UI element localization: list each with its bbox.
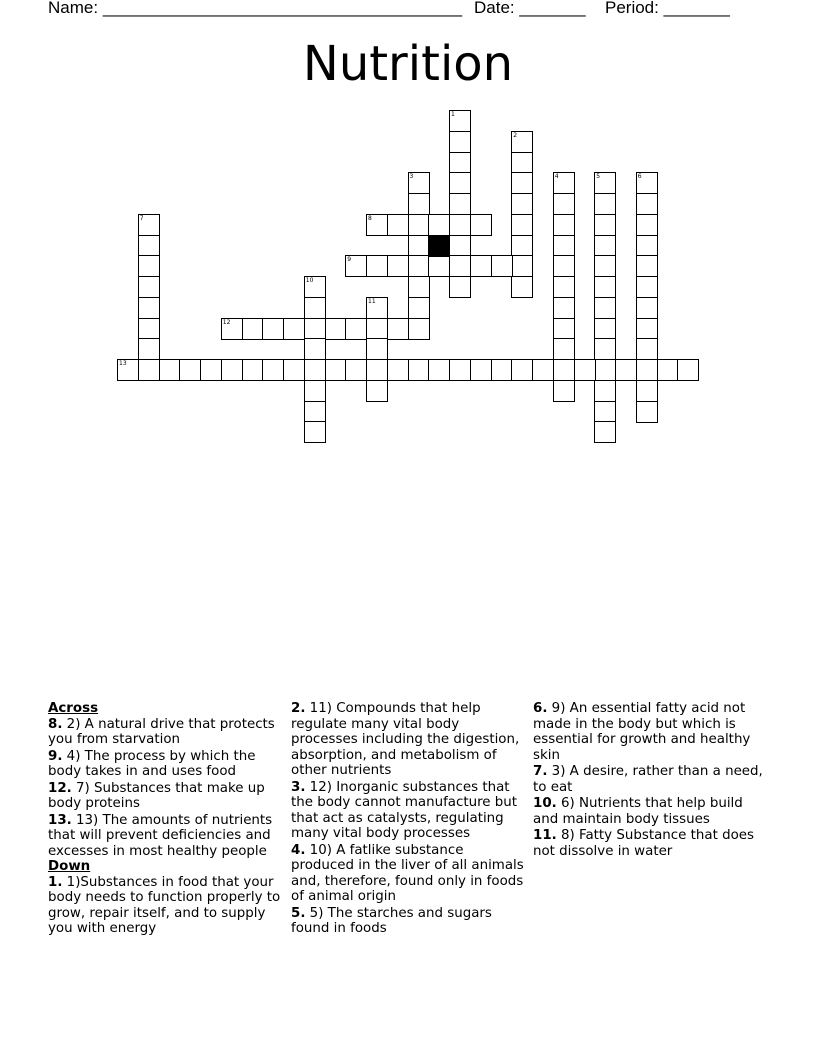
crossword-cell[interactable] xyxy=(304,359,326,381)
crossword-cell[interactable] xyxy=(553,380,575,402)
crossword-cell[interactable] xyxy=(366,318,388,340)
clue-number: 1. xyxy=(48,874,63,890)
clue-number: 12. xyxy=(48,780,72,796)
clue-number-label: 4 xyxy=(554,173,559,181)
crossword-cell[interactable] xyxy=(511,255,533,277)
crossword-cell[interactable] xyxy=(594,380,616,402)
crossword-cell[interactable] xyxy=(159,359,181,381)
crossword-cell[interactable] xyxy=(553,193,575,215)
clue-number-label: 12 xyxy=(222,318,231,326)
clue-down-3 xyxy=(291,780,527,842)
clue-number: 6. xyxy=(533,701,548,716)
crossword-cell[interactable] xyxy=(304,276,326,298)
crossword-cell[interactable] xyxy=(262,359,284,381)
crossword-cell[interactable] xyxy=(574,359,596,381)
clue-across-8 xyxy=(48,717,284,748)
clue-number-label: 9 xyxy=(347,256,352,264)
crossword-cell[interactable] xyxy=(345,255,367,277)
crossword-cell[interactable] xyxy=(449,276,471,298)
clue-number-label: 2 xyxy=(513,131,518,139)
crossword-cell[interactable] xyxy=(553,297,575,319)
crossword-cell[interactable] xyxy=(594,338,616,360)
crossword-cell[interactable] xyxy=(511,276,533,298)
crossword-cell[interactable] xyxy=(242,318,264,340)
crossword-cell[interactable] xyxy=(366,214,388,236)
name-label: Name: xyxy=(48,0,99,17)
crossword-cell[interactable] xyxy=(511,235,533,257)
crossword-cell[interactable] xyxy=(408,235,430,257)
clue-number: 8. xyxy=(48,716,63,732)
crossword-cell[interactable] xyxy=(636,214,658,236)
clue-number-label: 10 xyxy=(305,277,314,284)
crossword-cell[interactable] xyxy=(449,255,471,277)
crossword-cell[interactable] xyxy=(470,255,492,277)
crossword-cell[interactable] xyxy=(511,214,533,236)
crossword-cell[interactable] xyxy=(553,318,575,340)
clue-text: 9) An essential fatty acid not made in the body but which is essential for growth and healthy skin xyxy=(533,701,751,763)
clues-column-2 xyxy=(291,701,527,938)
clue-text: 13) The amounts of nutrients that will prevent deficiencies and excesses in most healthy people xyxy=(48,812,273,859)
crossword-cell[interactable] xyxy=(325,359,347,381)
clue-number: 10. xyxy=(533,796,557,811)
across-heading: Across xyxy=(48,701,99,716)
crossword-cell[interactable] xyxy=(428,255,450,277)
crossword-cell[interactable] xyxy=(677,359,699,381)
crossword-cell[interactable] xyxy=(283,318,305,340)
crossword-cell[interactable] xyxy=(636,401,658,423)
crossword-cell[interactable] xyxy=(345,318,367,340)
clue-text: 4) The process by which the body takes in and uses food xyxy=(48,748,256,779)
clue-down-11 xyxy=(533,828,769,859)
crossword-cell[interactable] xyxy=(408,214,430,236)
crossword-cell[interactable] xyxy=(283,359,305,381)
crossword-cell[interactable] xyxy=(594,401,616,423)
crossword-cell[interactable] xyxy=(304,338,326,360)
crossword-cell[interactable] xyxy=(636,297,658,319)
crossword-cell[interactable] xyxy=(449,152,471,174)
clue-number: 13. xyxy=(48,812,72,828)
crossword-cell[interactable] xyxy=(636,235,658,257)
clue-text: 10) A fatlike substance produced in the liver of all animals and, therefore, found only in foods of animal origin xyxy=(291,842,524,904)
crossword-cell[interactable] xyxy=(594,276,616,298)
crossword-cell[interactable] xyxy=(553,235,575,257)
clue-number-label: 6 xyxy=(637,173,642,181)
crossword-cell[interactable] xyxy=(470,214,492,236)
crossword-cell[interactable] xyxy=(304,380,326,402)
crossword-cell[interactable] xyxy=(325,318,347,340)
clue-number: 4. xyxy=(291,842,306,858)
crossword-cell[interactable] xyxy=(511,193,533,215)
clue-number: 5. xyxy=(291,905,306,921)
crossword-cell[interactable] xyxy=(511,131,533,153)
clue-across-9 xyxy=(48,749,284,780)
crossword-cell[interactable] xyxy=(387,318,409,340)
clue-number: 7. xyxy=(533,764,548,779)
crossword-cell[interactable] xyxy=(594,318,616,340)
crossword-cell[interactable] xyxy=(636,276,658,298)
crossword-cell[interactable] xyxy=(304,297,326,319)
crossword-cell[interactable] xyxy=(553,359,575,381)
crossword-cell[interactable] xyxy=(408,297,430,319)
period-line[interactable]: _______ xyxy=(663,0,730,17)
crossword-cell[interactable] xyxy=(636,255,658,277)
crossword-cell[interactable] xyxy=(491,359,513,381)
crossword-cell[interactable] xyxy=(345,359,367,381)
crossword-cell[interactable] xyxy=(449,214,471,236)
crossword-cell[interactable] xyxy=(470,359,492,381)
clue-text: 3) A desire, rather than a need, to eat xyxy=(533,764,763,795)
crossword-cell[interactable] xyxy=(408,276,430,298)
crossword-cell[interactable] xyxy=(615,359,637,381)
crossword-cell[interactable] xyxy=(366,338,388,360)
crossword-cell[interactable] xyxy=(636,359,658,381)
clue-down-6 xyxy=(533,701,769,763)
crossword-cell[interactable] xyxy=(408,359,430,381)
crossword-cell[interactable] xyxy=(179,359,201,381)
down-heading: Down xyxy=(48,859,91,874)
crossword-cell[interactable] xyxy=(428,359,450,381)
crossword-cell[interactable] xyxy=(511,152,533,174)
clue-number: 11. xyxy=(533,828,557,843)
crossword-cell[interactable] xyxy=(366,297,388,319)
crossword-cell[interactable] xyxy=(636,193,658,215)
crossword-cell[interactable] xyxy=(449,359,471,381)
crossword-cell[interactable] xyxy=(366,380,388,402)
clue-text: 2) A natural drive that protects you from starvation xyxy=(48,716,275,747)
crossword-cell[interactable] xyxy=(449,131,471,153)
clue-text: 8) Fatty Substance that does not dissolve in water xyxy=(533,828,754,859)
crossword-cell[interactable] xyxy=(200,359,222,381)
crossword-cell[interactable] xyxy=(553,276,575,298)
clue-number-label: 7 xyxy=(139,214,144,222)
date-label: Date: xyxy=(474,0,515,17)
crossword-cell[interactable] xyxy=(242,359,264,381)
crossword-cell[interactable] xyxy=(491,255,513,277)
crossword-cell[interactable] xyxy=(304,318,326,340)
clue-number: 9. xyxy=(48,748,63,764)
crossword-cell[interactable] xyxy=(138,359,160,381)
crossword-cell[interactable] xyxy=(594,172,616,194)
clue-down-7 xyxy=(533,764,769,795)
clue-down-2 xyxy=(291,701,527,779)
clue-number-label: 1 xyxy=(451,111,455,118)
crossword-cell[interactable] xyxy=(428,214,450,236)
crossword-cell[interactable] xyxy=(636,318,658,340)
name-line[interactable]: ______________________________________ xyxy=(102,0,463,17)
crossword-cell[interactable] xyxy=(138,276,160,298)
crossword-cell[interactable] xyxy=(657,359,679,381)
crossword-cell[interactable] xyxy=(138,235,160,257)
clue-text: 1)Substances in food that your body needs to function properly to grow, repair itself, and to supply you with energy xyxy=(48,874,281,936)
crossword-cell[interactable] xyxy=(594,255,616,277)
clues-column-1 xyxy=(48,701,284,938)
crossword-cell[interactable] xyxy=(262,318,284,340)
crossword-cell[interactable] xyxy=(304,421,326,443)
crossword-cell[interactable] xyxy=(594,193,616,215)
crossword-cell[interactable] xyxy=(594,235,616,257)
clue-text: 6) Nutrients that help build and maintain body tissues xyxy=(533,796,743,827)
clues-column-3 xyxy=(533,701,769,860)
crossword-cell[interactable] xyxy=(408,255,430,277)
clue-text: 12) Inorganic substances that the body cannot manufacture but that act as catalysts, regulating many vital body processes xyxy=(291,779,518,841)
clue-across-13 xyxy=(48,813,284,860)
crossword-cell[interactable] xyxy=(387,255,409,277)
clue-number: 2. xyxy=(291,701,306,716)
clue-number-label: 11 xyxy=(368,297,376,305)
clue-number-label: 8 xyxy=(368,214,372,222)
crossword-cell[interactable] xyxy=(221,359,243,381)
crossword-cell[interactable] xyxy=(553,338,575,360)
crossword-cell[interactable] xyxy=(138,318,160,340)
crossword-cell[interactable] xyxy=(408,318,430,340)
crossword-cell[interactable] xyxy=(117,359,139,381)
clue-down-5 xyxy=(291,906,527,937)
crossword-cell[interactable] xyxy=(408,172,430,194)
clue-number-label: 3 xyxy=(409,173,414,181)
crossword-cell[interactable] xyxy=(594,214,616,236)
crossword-cell[interactable] xyxy=(304,401,326,423)
crossword-cell[interactable] xyxy=(138,255,160,277)
clue-across-12 xyxy=(48,781,284,812)
clue-number: 3. xyxy=(291,779,306,795)
crossword-cell[interactable] xyxy=(594,297,616,319)
crossword-cell[interactable] xyxy=(511,172,533,194)
clue-text: 5) The starches and sugars found in foods xyxy=(291,905,492,936)
clue-text: 11) Compounds that help regulate many vital body processes including the digestion, absorption, and metabolism of other nutrients xyxy=(291,701,520,778)
clue-number-label: 5 xyxy=(596,173,601,181)
crossword-cell[interactable] xyxy=(553,255,575,277)
crossword-cell[interactable] xyxy=(553,214,575,236)
clue-text: 7) Substances that make up body proteins xyxy=(48,780,265,811)
clue-number-label: 13 xyxy=(119,360,127,367)
date-line[interactable]: _______ xyxy=(519,0,586,17)
crossword-cell[interactable] xyxy=(408,193,430,215)
crossword-cell[interactable] xyxy=(636,172,658,194)
black-square xyxy=(428,235,450,257)
crossword-cell[interactable] xyxy=(553,172,575,194)
period-label: Period: xyxy=(605,0,659,17)
clue-down-4 xyxy=(291,843,527,905)
crossword-cell[interactable] xyxy=(511,359,533,381)
crossword-cell[interactable] xyxy=(138,297,160,319)
crossword-cell[interactable] xyxy=(636,338,658,360)
crossword-cell[interactable] xyxy=(594,421,616,443)
crossword-cell[interactable] xyxy=(366,359,388,381)
crossword-cell[interactable] xyxy=(138,214,160,236)
crossword-cell[interactable] xyxy=(138,338,160,360)
crossword-cell[interactable] xyxy=(594,359,616,381)
crossword-grid xyxy=(0,0,816,460)
crossword-cell[interactable] xyxy=(636,380,658,402)
crossword-cell[interactable] xyxy=(449,235,471,257)
crossword-cell[interactable] xyxy=(449,193,471,215)
page-title: Nutrition xyxy=(302,36,514,92)
crossword-cell[interactable] xyxy=(387,359,409,381)
crossword-cell[interactable] xyxy=(366,255,388,277)
clue-down-1 xyxy=(48,875,284,937)
crossword-cell[interactable] xyxy=(387,214,409,236)
crossword-cell[interactable] xyxy=(532,359,554,381)
crossword-cell[interactable] xyxy=(449,110,471,132)
crossword-cell[interactable] xyxy=(449,172,471,194)
clue-down-10 xyxy=(533,796,769,827)
crossword-cell[interactable] xyxy=(221,318,243,340)
